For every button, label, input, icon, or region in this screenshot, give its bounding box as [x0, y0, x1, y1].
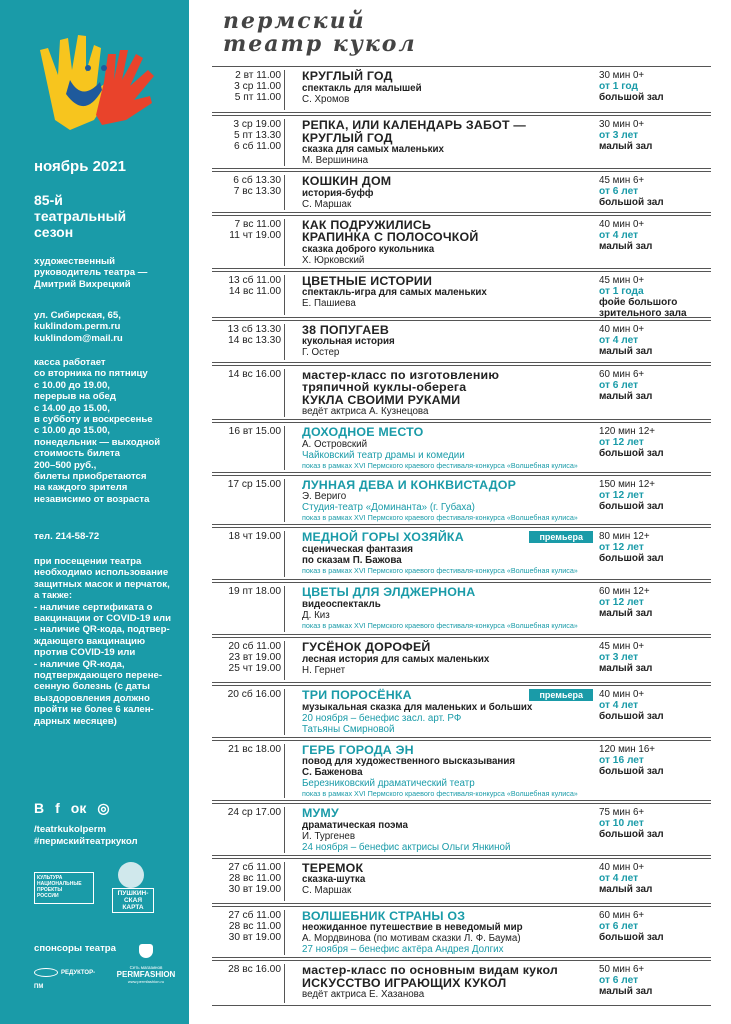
event-author: Н. Гернет — [302, 664, 346, 676]
event-info — [302, 275, 584, 310]
event-dates — [212, 586, 285, 632]
season: 85-й театральный сезон — [34, 192, 127, 240]
event-duration: 150 мин 12+ — [599, 478, 656, 490]
event-row — [212, 365, 711, 421]
social-links — [34, 800, 110, 817]
event-subtitle: по сказам П. Бажова — [302, 554, 402, 566]
event-title[interactable]: КРАПИНКА С ПОЛОСОЧКОЙ — [302, 230, 479, 244]
event-author: С. Маршак — [302, 198, 352, 210]
event-age: от 10 лет — [599, 818, 644, 829]
address: ул. Сибирская, 65, kuklindom.perm.ru kuklindom@mail.ru — [34, 310, 123, 344]
event-date: 14 вс 11.00 — [228, 285, 281, 297]
event-meta — [599, 641, 709, 674]
director-name: Дмитрий Вихрецкий — [34, 279, 131, 290]
event-subtitle: С. Баженова — [302, 767, 363, 778]
event-subtitle: кукольная история — [302, 336, 395, 347]
event-meta — [599, 586, 709, 619]
event-meta — [599, 862, 709, 895]
event-note: Татьяны Смирновой — [302, 723, 395, 735]
event-info — [302, 531, 584, 575]
event-title[interactable]: КАК ПОДРУЖИЛИСЬ — [302, 217, 432, 232]
festival-note: показ в рамках XVI Пермского краевого фестиваля-конкурса «Волшебная кулиса» — [302, 620, 578, 630]
event-title[interactable]: МУМУ — [302, 806, 339, 820]
event-title[interactable]: ГУСЁНОК ДОРОФЕЙ — [302, 640, 431, 654]
event-date: 28 вс 16.00 — [228, 964, 281, 975]
event-age: от 4 лет — [599, 700, 639, 711]
event-duration: 60 мин 12+ — [599, 586, 650, 597]
event-info — [302, 70, 584, 105]
event-title[interactable]: 38 ПОПУГАЕВ — [302, 322, 389, 337]
theatre-title: пермский театр кукол — [223, 8, 417, 57]
covid-note: при посещении театра необходимо использование защитных масок и перчаток, а также: - наличие сертификата о вакцинации от COVID-19 или - наличие QR-кода, подтвер- ждающего вакцинацию против COVID-19 или - наличие QR-кода, подтверждающего перене- сенную болезнь (с даты выздоровления должно пройти не более 6 кален- дарных месяцев) — [34, 556, 171, 727]
event-author: С. Хромов — [302, 93, 350, 105]
event-dates — [212, 964, 285, 1003]
event-date: 7 вс 13.30 — [233, 186, 281, 197]
event-info — [302, 641, 584, 676]
event-dates — [212, 807, 285, 853]
event-hall: большой зал — [599, 765, 664, 777]
vk-icon[interactable]: В — [34, 800, 45, 816]
facebook-icon[interactable]: f — [55, 800, 60, 816]
event-subtitle: сценическая фантазия — [302, 543, 414, 555]
event-row — [212, 171, 711, 213]
event-title[interactable]: РЕПКА, ИЛИ КАЛЕНДАРЬ ЗАБОТ — — [302, 118, 526, 132]
event-date: 6 сб 11.00 — [234, 141, 281, 152]
event-date: 11 чт 19.00 — [229, 229, 281, 241]
event-subtitle: спектакль для малышей — [302, 82, 422, 94]
event-dates — [212, 744, 285, 799]
event-meta — [599, 426, 709, 459]
event-age: от 3 лет — [599, 652, 639, 663]
event-dates — [212, 426, 285, 470]
event-hall: большой зал — [599, 829, 664, 840]
social-handle[interactable]: /teatrkukolperm — [34, 824, 106, 835]
festival-note: показ в рамках XVI Пермского краевого фестиваля-конкурса «Волшебная кулиса» — [302, 460, 578, 470]
sidebar — [0, 0, 189, 1024]
event-dates — [212, 219, 285, 266]
event-duration: 40 мин 0+ — [599, 218, 645, 230]
hashtag: #пермскийтеатркукол — [34, 836, 138, 847]
event-subtitle: музыкальная сказка для маленьких и больших — [302, 701, 533, 713]
event-meta — [599, 175, 709, 208]
event-row — [212, 685, 711, 738]
event-info — [302, 964, 584, 1000]
hands-logo-icon — [30, 20, 160, 140]
sponsors-label: спонсоры театра — [34, 943, 116, 954]
event-date: 24 ср 17.00 — [227, 807, 281, 818]
event-row — [212, 960, 711, 1006]
event-author: Г. Остер — [302, 347, 340, 358]
event-age: от 3 лет — [599, 130, 639, 141]
event-author: Х. Юрковский — [302, 254, 365, 266]
event-row — [212, 475, 711, 526]
national-projects-logo: КУЛЬТУРА НАЦИОНАЛЬНЫЕ ПРОЕКТЫ РОССИИ — [34, 872, 94, 904]
event-age: от 6 лет — [599, 920, 639, 932]
event-title[interactable]: ТЕРЕМОК — [302, 860, 364, 875]
event-date: 13 сб 11.00 — [228, 274, 281, 286]
instagram-icon[interactable]: ◎ — [97, 800, 110, 816]
event-meta — [599, 964, 709, 997]
event-author: И. Тургенев — [302, 830, 356, 842]
event-author: А. Мордвинова (по мотивам сказки Л. Ф. Баума) — [302, 933, 521, 944]
pushkin-portrait-icon — [118, 862, 144, 888]
event-subtitle: драматическая поэма — [302, 819, 408, 831]
event-note: 27 ноября – бенефис актёра Андрея Долгих — [302, 944, 504, 955]
event-author: ведёт актриса Е. Хазанова — [302, 989, 425, 1000]
event-date: 7 вс 11.00 — [234, 218, 281, 230]
event-age: от 4 лет — [599, 334, 639, 346]
event-row — [212, 422, 711, 473]
event-row — [212, 66, 711, 113]
event-meta — [599, 275, 709, 319]
event-date: 13 сб 13.30 — [227, 323, 281, 335]
event-author: А. Островский — [302, 438, 368, 450]
event-note: Березниковский драматический театр — [302, 778, 475, 789]
event-hall: фойе большого — [599, 296, 678, 308]
event-dates — [212, 689, 285, 735]
event-title[interactable]: ВОЛШЕБНИК СТРАНЫ ОЗ — [302, 908, 466, 923]
event-dates — [212, 862, 285, 901]
event-duration: 40 мин 0+ — [599, 689, 645, 700]
event-date: 3 ср 19.00 — [233, 119, 281, 130]
reduktor-logo-icon — [34, 968, 58, 977]
director-label: художественный руководитель театра — — [34, 256, 148, 279]
event-date: 5 пт 13.30 — [233, 130, 281, 141]
event-duration: 45 мин 0+ — [599, 641, 645, 652]
event-dates — [212, 275, 285, 315]
event-subtitle: история-буфф — [302, 187, 374, 199]
event-meta — [599, 369, 709, 402]
event-date: 27 сб 11.00 — [228, 909, 281, 921]
event-duration: 30 мин 0+ — [599, 119, 645, 130]
event-meta — [599, 219, 709, 252]
event-date: 5 пт 11.00 — [234, 92, 281, 103]
event-row — [212, 637, 711, 683]
event-age: от 12 лет — [599, 597, 644, 608]
event-info — [302, 175, 584, 210]
event-title[interactable]: мастер-класс по основным видам кукол — [302, 963, 558, 977]
event-date: 3 ср 11.00 — [234, 81, 281, 92]
event-hall: малый зал — [599, 883, 653, 895]
festival-note: показ в рамках XVI Пермского краевого фестиваля-конкурса «Волшебная кулиса» — [302, 565, 578, 575]
event-author: Э. Вериго — [302, 491, 347, 502]
event-date: 28 вс 11.00 — [228, 872, 281, 884]
event-subtitle: лесная история для самых маленьких — [302, 653, 490, 665]
event-hall: малый зал — [599, 663, 653, 674]
event-hall: малый зал — [599, 345, 653, 357]
event-subtitle: неожиданное путешествие в неведомый мир — [302, 922, 523, 933]
event-dates — [212, 175, 285, 210]
month: ноябрь 2021 — [34, 158, 126, 175]
event-subtitle: видеоспектакль — [302, 598, 381, 610]
premiere-badge: премьера — [529, 531, 593, 543]
event-dates — [212, 70, 285, 110]
event-date: 25 чт 19.00 — [228, 663, 281, 674]
event-date: 28 вс 11.00 — [228, 920, 281, 932]
premiere-badge: премьера — [529, 689, 593, 701]
event-hall: большой зал — [599, 711, 664, 722]
event-author: М. Вершинина — [302, 155, 369, 166]
event-hall: большой зал — [599, 92, 664, 103]
event-hall: большой зал — [599, 197, 664, 208]
event-dates — [212, 479, 285, 523]
event-title[interactable]: МЕДНОЙ ГОРЫ ХОЗЯЙКА — [302, 530, 464, 544]
event-row — [212, 858, 711, 904]
event-meta — [599, 479, 709, 512]
festival-note: показ в рамках XVI Пермского краевого фестиваля-конкурса «Волшебная кулиса» — [302, 789, 578, 798]
event-title[interactable]: КРУГЛЫЙ ГОД — [302, 69, 393, 83]
event-title[interactable]: ТРИ ПОРОСЁНКА — [302, 688, 412, 702]
event-duration: 40 мин 0+ — [599, 861, 645, 873]
event-duration: 40 мин 0+ — [599, 323, 645, 335]
event-date: 6 сб 13.30 — [233, 175, 281, 186]
event-date: 19 пт 18.00 — [228, 586, 281, 597]
event-info — [302, 744, 584, 799]
event-duration: 75 мин 6+ — [599, 807, 645, 818]
event-date: 23 вт 19.00 — [228, 652, 281, 663]
event-title[interactable]: тряпичной куклы-оберега — [302, 380, 467, 394]
event-age: от 4 лет — [599, 872, 639, 884]
event-age: от 12 лет — [599, 489, 644, 501]
event-date: 14 вс 16.00 — [228, 368, 281, 380]
event-age: от 4 лет — [599, 229, 639, 241]
event-date: 21 вс 18.00 — [228, 743, 281, 755]
event-note: 24 ноября – бенефис актрисы Ольги Янкиной — [302, 841, 511, 853]
event-meta — [599, 70, 709, 103]
event-subtitle: сказка доброго кукольника — [302, 243, 435, 255]
event-duration: 60 мин 6+ — [599, 909, 645, 921]
event-hall: зрительного зала — [599, 307, 687, 319]
schedule — [212, 66, 711, 1008]
event-title[interactable]: мастер-класс по изготовлению — [302, 367, 500, 382]
event-age: от 1 год — [599, 81, 638, 92]
event-title[interactable]: ИСКУССТВО ИГРАЮЩИХ КУКОЛ — [302, 975, 507, 990]
event-meta — [599, 119, 709, 152]
event-date: 20 сб 11.00 — [228, 641, 281, 652]
event-meta — [599, 807, 709, 840]
event-meta — [599, 324, 709, 357]
event-age: от 6 лет — [599, 186, 639, 197]
event-info — [302, 689, 584, 735]
sponsor-permfashion: Сеть магазинов PERMFASHION www.permfashion.ru — [116, 944, 176, 984]
event-info — [302, 862, 584, 897]
event-hall: большой зал — [599, 553, 664, 564]
event-subtitle: повод для художественного высказывания — [302, 756, 516, 767]
box-office: касса работает со вторника по пятницу с 10.00 до 19.00, перерыв на обед с 14.00 до 15.00, в субботу и воскресенье с 10.00 до 15.00, понедельник — выходной стоимость билета 200–500 руб., билеты приобретаются на каждого зрителя независимо от возраста — [34, 357, 161, 505]
event-date: 17 ср 15.00 — [227, 478, 281, 490]
event-author: С. Маршак — [302, 885, 352, 896]
event-date: 16 вт 15.00 — [228, 426, 281, 437]
event-note: Студия-театр «Доминанта» (г. Губаха) — [302, 502, 475, 513]
event-row — [212, 271, 711, 318]
event-duration: 60 мин 6+ — [599, 368, 645, 380]
bear-logo-icon — [139, 944, 153, 958]
event-row — [212, 582, 711, 635]
event-subtitle: сказка для самых маленьких — [302, 144, 444, 155]
pushkin-card-logo: ПУШКИН- СКАЯ КАРТА — [112, 862, 154, 914]
event-date: 20 сб 16.00 — [227, 689, 281, 700]
event-hall: большой зал — [599, 931, 664, 943]
event-title[interactable]: КОШКИН ДОМ — [302, 174, 392, 188]
event-date: 27 сб 11.00 — [228, 861, 281, 873]
event-author: Е. Пашиева — [302, 298, 356, 309]
event-meta — [599, 531, 709, 564]
event-meta — [599, 689, 709, 722]
event-age: от 1 года — [599, 285, 644, 297]
event-meta — [599, 744, 709, 777]
event-info — [302, 219, 584, 266]
event-duration: 120 мин 12+ — [599, 426, 656, 437]
event-info — [302, 807, 584, 853]
event-info — [302, 426, 584, 470]
event-hall: большой зал — [599, 448, 664, 459]
event-title[interactable]: ДОХОДНОЕ МЕСТО — [302, 425, 424, 439]
sponsor-reduktor: РЕДУКТОР-ПМ — [34, 966, 104, 980]
event-dates — [212, 910, 285, 956]
event-age: от 6 лет — [599, 379, 639, 391]
event-info — [302, 910, 584, 956]
event-date: 18 чт 19.00 — [228, 531, 281, 542]
event-row — [212, 740, 711, 802]
event-hall: малый зал — [599, 608, 653, 619]
event-dates — [212, 324, 285, 360]
event-title[interactable]: ЦВЕТНЫЕ ИСТОРИИ — [302, 273, 433, 288]
event-subtitle: сказка-шутка — [302, 874, 366, 885]
event-row — [212, 803, 711, 856]
event-info — [302, 119, 584, 166]
event-hall: малый зал — [599, 986, 653, 997]
event-duration: 120 мин 16+ — [599, 743, 656, 755]
phone: тел. 214-58-72 — [34, 531, 100, 542]
odnoklassniki-icon[interactable]: ок — [70, 800, 87, 816]
event-subtitle: спектакль-игра для самых маленьких — [302, 287, 487, 298]
festival-note: показ в рамках XVI Пермского краевого фестиваля-конкурса «Волшебная кулиса» — [302, 513, 578, 522]
event-duration: 30 мин 0+ — [599, 70, 645, 81]
event-date: 30 вт 19.00 — [228, 883, 281, 895]
event-hall: большой зал — [599, 500, 664, 512]
event-row — [212, 115, 711, 169]
event-note: 20 ноября – бенефис засл. арт. РФ — [302, 712, 462, 724]
event-duration: 50 мин 6+ — [599, 964, 645, 975]
event-hall: малый зал — [599, 141, 653, 152]
event-duration: 45 мин 6+ — [599, 175, 645, 186]
event-info — [302, 324, 584, 359]
event-info — [302, 479, 584, 523]
event-dates — [212, 369, 285, 418]
event-date: 2 вт 11.00 — [235, 70, 281, 81]
event-age: от 16 лет — [599, 754, 644, 766]
event-meta — [599, 910, 709, 943]
event-row — [212, 320, 711, 363]
event-dates — [212, 531, 285, 577]
event-row — [212, 527, 711, 580]
event-duration: 45 мин 0+ — [599, 274, 645, 286]
event-date: 14 вс 13.30 — [228, 334, 281, 346]
event-age: от 6 лет — [599, 975, 639, 986]
event-title[interactable]: КУКЛА СВОИМИ РУКАМИ — [302, 392, 461, 407]
event-title[interactable]: ЛУННАЯ ДЕВА И КОНКВИСТАДОР — [302, 477, 517, 492]
event-dates — [212, 641, 285, 680]
event-title[interactable]: ГЕРБ ГОРОДА ЭН — [302, 742, 414, 757]
event-title[interactable]: КРУГЛЫЙ ГОД — [302, 130, 393, 145]
event-hall: малый зал — [599, 240, 653, 252]
event-author: Д. Киз — [302, 609, 330, 621]
event-dates — [212, 119, 285, 166]
event-row — [212, 906, 711, 959]
event-date: 30 вт 19.00 — [228, 931, 281, 943]
event-info — [302, 586, 584, 630]
event-info — [302, 369, 584, 418]
event-age: от 12 лет — [599, 437, 644, 448]
event-duration: 80 мин 12+ — [599, 531, 650, 542]
event-hall: малый зал — [599, 390, 653, 402]
event-age: от 12 лет — [599, 542, 644, 553]
event-title[interactable]: ЦВЕТЫ ДЛЯ ЭЛДЖЕРНОНА — [302, 585, 476, 599]
event-note: Чайковский театр драмы и комедии — [302, 449, 465, 461]
event-row — [212, 215, 711, 269]
event-author: ведёт актриса А. Кузнецова — [302, 406, 429, 417]
